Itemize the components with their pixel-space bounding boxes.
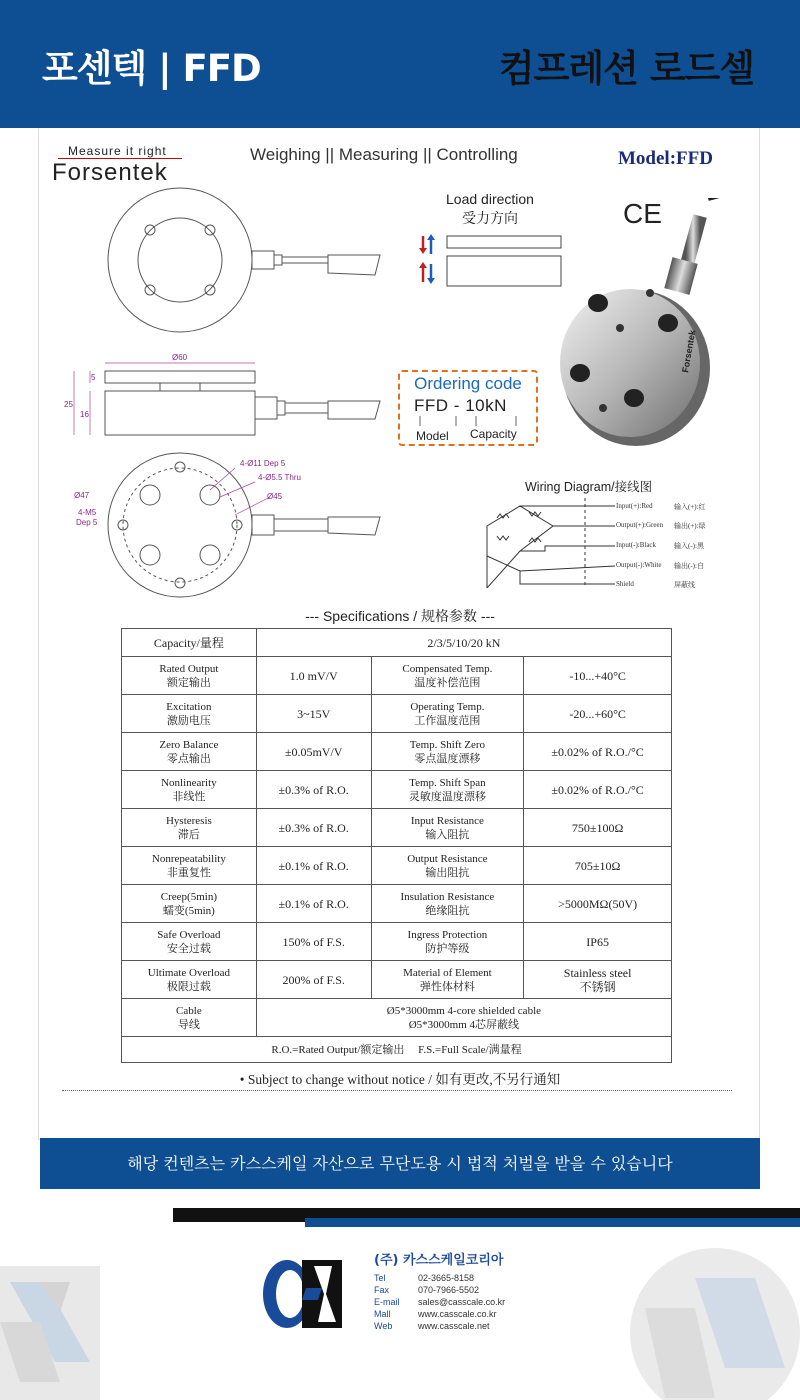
spec-label: Ultimate Overload 极限过载 [122, 961, 257, 999]
company-name: (주) 카스스케일코리아 [374, 1253, 504, 1268]
spec-label: Zero Balance 零点输出 [122, 733, 257, 771]
copyright-banner: 해당 컨텐츠는 카스스케일 자산으로 무단도용 시 법적 처벌을 받을 수 있습니다 [40, 1138, 760, 1189]
spec-label: Nonrepeatability 非重复性 [122, 847, 257, 885]
technical-drawing [60, 185, 400, 605]
header-brand-title: 포센텍 | FFD [42, 47, 261, 90]
spec-label: Rated Output 额定输出 [122, 657, 257, 695]
watermark-right-icon [625, 1238, 800, 1400]
code-model: FFD [414, 396, 449, 415]
spec-value: 750±100Ω [524, 809, 672, 847]
wire-row: Input(-):Black 输入(-):黑 [616, 541, 704, 550]
contact-row: Fax 070-7966-5502 [374, 1285, 480, 1295]
brand-tagline: Measure it right [68, 144, 167, 158]
svg-text:Forsentek: Forsentek [680, 329, 698, 374]
table-row [122, 629, 672, 657]
wire-row: Output(-):White 输出(-):白 [616, 561, 704, 570]
table-row [122, 1037, 672, 1063]
watermark-left-icon [0, 1262, 105, 1400]
table-row [122, 771, 672, 809]
spec-label: Temp. Shift Zero 零点温度漂移 [371, 733, 524, 771]
product-photo [558, 198, 728, 448]
table-row [122, 847, 672, 885]
dim-m5: 4-M5 [78, 508, 97, 517]
email-link: sales@casscale.co.kr [418, 1297, 506, 1307]
header-product-title: 컴프레션 로드셀 [498, 47, 754, 90]
table-row [122, 733, 672, 771]
spec-label: Operating Temp. 工作温度范围 [371, 695, 524, 733]
spec-label: Compensated Temp. 温度补偿范围 [371, 657, 524, 695]
spec-value: Stainless steel 不锈钢 [524, 961, 672, 999]
cable-label: Cable 导线 [122, 999, 257, 1037]
specifications-table [121, 628, 672, 1063]
capacity-value: 2/3/5/10/20 kN [256, 629, 671, 657]
load-direction-zh: 受力方向 [462, 210, 518, 226]
spec-label: Temp. Shift Span 灵敏度温度漂移 [371, 771, 524, 809]
wiring-diagram-title: Wiring Diagram/接线图 [525, 480, 653, 494]
code-capacity: 10kN [465, 396, 507, 415]
spec-value: ±0.02% of R.O./°C [524, 771, 672, 809]
dim-16: 16 [80, 410, 89, 419]
dotted-divider [62, 1090, 732, 1091]
dim-m5-depth: Dep 5 [76, 518, 98, 527]
dim-25: 25 [64, 400, 73, 409]
spec-value: ±0.1% of R.O. [256, 885, 371, 923]
ordering-code-title: Ordering code [414, 374, 522, 393]
spec-label: Creep(5min) 蠕变(5min) [122, 885, 257, 923]
company-logo-icon [262, 1258, 344, 1330]
wire-row: Shield 屏蔽线 [616, 580, 695, 589]
spec-value: ±0.3% of R.O. [256, 771, 371, 809]
spec-value: 200% of F.S. [256, 961, 371, 999]
footer-stripe-blue [305, 1218, 800, 1227]
spec-value: -20...+60°C [524, 695, 672, 733]
spec-label: Hysteresis 滞后 [122, 809, 257, 847]
contact-row[interactable]: Web www.casscale.net [374, 1321, 490, 1331]
wire-row: Input(+):Red 输入(+):红 [616, 502, 706, 511]
table-footnote: R.O.=Rated Output/额定输出 F.S.=Full Scale/满量程 [122, 1037, 672, 1063]
spec-value: 150% of F.S. [256, 923, 371, 961]
ce-mark-icon: CE [623, 198, 662, 229]
specifications-title: --- Specifications / 规格参数 --- [305, 608, 495, 624]
capacity-label: Capacity/量程 [122, 629, 257, 657]
wire-row: Output(+):Green 输出(+):绿 [616, 521, 706, 530]
ordering-code-value [414, 396, 507, 416]
slogan: Weighing || Measuring || Controlling [250, 145, 518, 164]
spec-label: Nonlinearity 非线性 [122, 771, 257, 809]
spec-value: 705±10Ω [524, 847, 672, 885]
ordering-code-box [398, 370, 538, 446]
spec-label: Ingress Protection 防护等级 [371, 923, 524, 961]
spec-value: ±0.02% of R.O./°C [524, 733, 672, 771]
dim-diameter-60: Ø60 [172, 353, 188, 362]
table-row [122, 885, 672, 923]
label-capacity: Capacity [470, 427, 517, 441]
mall-link: www.casscale.co.kr [418, 1309, 497, 1319]
load-direction-title [432, 190, 548, 228]
dim-holes-11: 4-Ø11 Dep 5 [240, 459, 286, 468]
spec-value: -10...+40°C [524, 657, 672, 695]
model-label: Model:FFD [618, 148, 713, 169]
table-row [122, 695, 672, 733]
change-notice: • Subject to change without notice / 如有更改,不另行通知 [239, 1072, 561, 1087]
spec-value: 3~15V [256, 695, 371, 733]
code-separator: - [453, 396, 460, 415]
spec-value: ±0.05mV/V [256, 733, 371, 771]
wiring-diagram [485, 496, 620, 588]
spec-value: ±0.3% of R.O. [256, 809, 371, 847]
spec-value: >5000MΩ(50V) [524, 885, 672, 923]
spec-label: Material of Element 弹性体材料 [371, 961, 524, 999]
dim-diameter-47: Ø47 [74, 491, 90, 500]
table-row [122, 657, 672, 695]
spec-value: 1.0 mV/V [256, 657, 371, 695]
load-direction-diagram [415, 230, 565, 290]
cable-value: Ø5*3000mm 4-core shielded cable Ø5*3000mm 4芯屏蔽线 [256, 999, 671, 1037]
table-row [122, 999, 672, 1037]
web-link: www.casscale.net [418, 1321, 490, 1331]
spec-value: ±0.1% of R.O. [256, 847, 371, 885]
label-model: Model [416, 429, 449, 443]
brand-logo-text: Forsentek [52, 159, 168, 186]
table-row [122, 809, 672, 847]
load-direction-en: Load direction [446, 191, 534, 207]
spec-label: Input Resistance 输入阻抗 [371, 809, 524, 847]
header-bar [0, 0, 800, 128]
table-row [122, 961, 672, 999]
spec-label: Excitation 激励电压 [122, 695, 257, 733]
spec-label: Safe Overload 安全过载 [122, 923, 257, 961]
contact-row: Tel 02-3665-8158 [374, 1273, 475, 1283]
spec-value: IP65 [524, 923, 672, 961]
dim-holes-5-5: 4-Ø5.5 Thru [258, 473, 301, 482]
arrow-down-up-icon [419, 234, 435, 284]
contact-row[interactable]: E-mail sales@casscale.co.kr [374, 1297, 506, 1307]
dim-5: 5 [91, 373, 96, 382]
spec-label: Output Resistance 输出阻抗 [371, 847, 524, 885]
spec-label: Insulation Resistance 绝缘阻抗 [371, 885, 524, 923]
contact-row[interactable]: Mall www.casscale.co.kr [374, 1309, 497, 1319]
table-row [122, 923, 672, 961]
dim-diameter-45: Ø45 [267, 492, 283, 501]
